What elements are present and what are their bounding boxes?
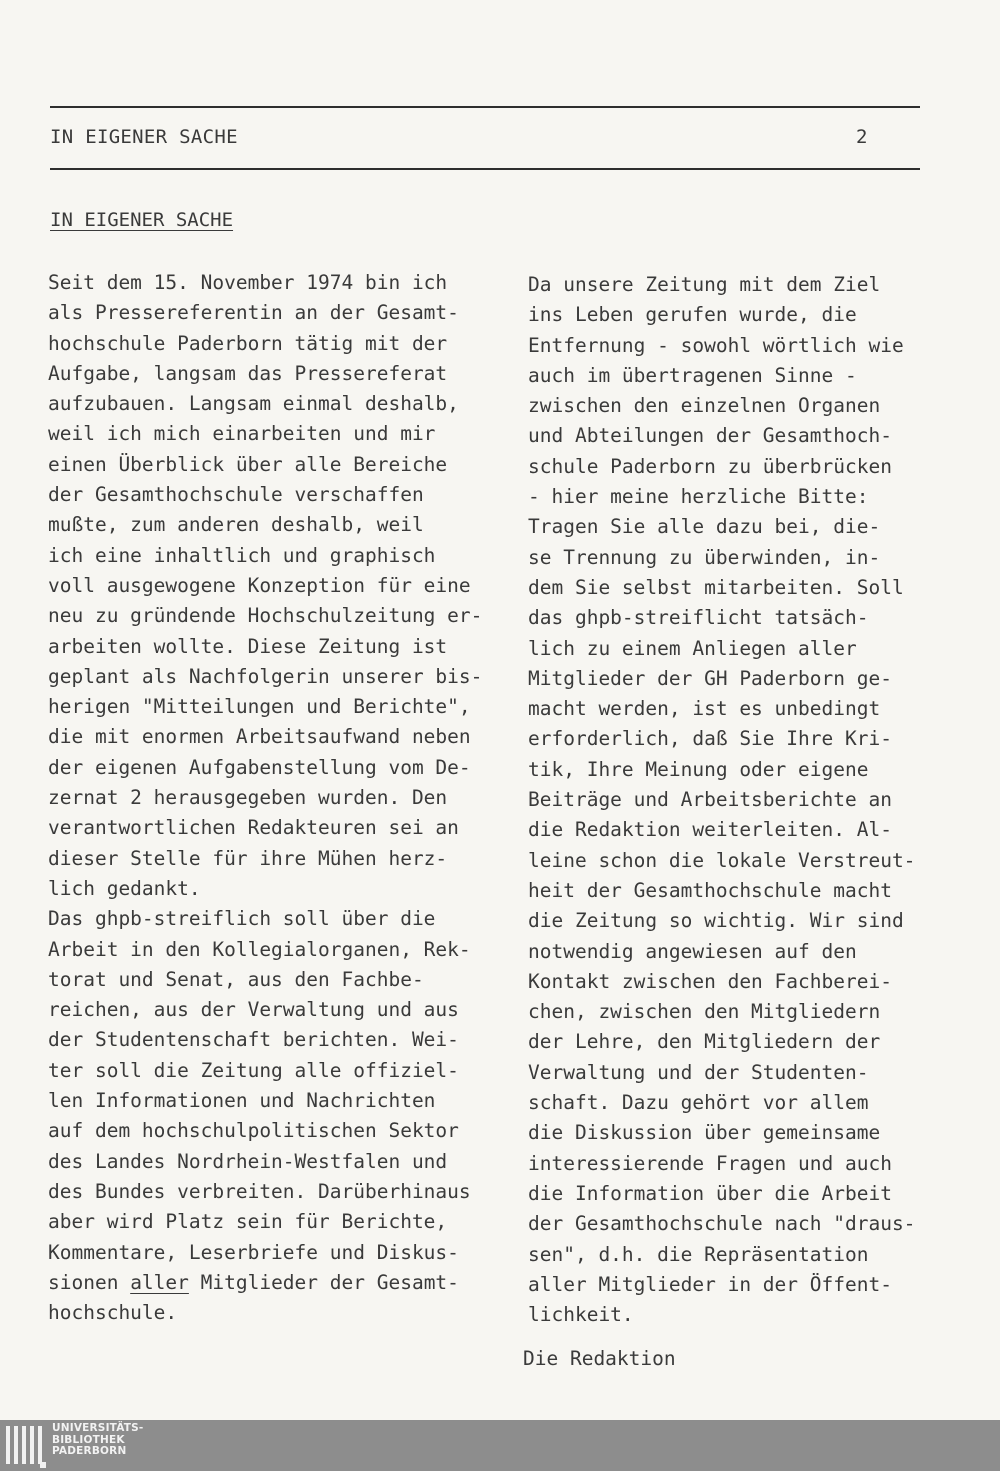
text-line: Verwaltung und der Studenten- <box>528 1060 869 1084</box>
text-line: aber wird Platz sein für Berichte, <box>48 1210 448 1234</box>
text-line: se Trennung zu überwinden, in- <box>528 545 881 569</box>
running-title: IN EIGENER SACHE <box>50 126 238 148</box>
text-line: auf dem hochschulpolitischen Sektor <box>48 1119 459 1143</box>
text-line: Seit dem 15. November 1974 bin ich <box>48 271 448 294</box>
text-line: Entfernung - sowohl wörtlich wie <box>528 333 904 357</box>
text-line: arbeiten wollte. Diese Zeitung ist <box>48 634 448 658</box>
text-line-with-underline <box>48 1268 508 1298</box>
library-logo-icon <box>6 1422 46 1468</box>
text-line: interessierende Fragen und auch <box>528 1151 892 1175</box>
logo-line: BIBLIOTHEK <box>52 1433 125 1446</box>
text-line: lich gedankt. <box>48 876 201 900</box>
text-line: schule Paderborn zu überbrücken <box>528 454 892 478</box>
text-line: herigen "Mitteilungen und Berichte", <box>48 695 471 719</box>
text-line: neu zu gründende Hochschulzeitung er- <box>48 604 483 628</box>
text-line: lichkeit. <box>528 1303 634 1327</box>
text-line: des Bundes verbreiten. Darüberhinaus <box>48 1179 471 1203</box>
text-line: len Informationen und Nachrichten <box>48 1089 436 1113</box>
text-line: als Pressereferentin an der Gesamt- <box>48 301 459 325</box>
text-line: chen, zwischen den Mitgliedern <box>528 1000 881 1024</box>
text-line: zernat 2 herausgegeben wurden. Den <box>48 786 448 810</box>
text-line: die Redaktion weiterleiten. Al- <box>528 818 892 842</box>
text-line: leine schon die lokale Verstreut- <box>528 848 916 872</box>
text-line: Da unsere Zeitung mit dem Ziel <box>528 273 881 296</box>
text-line: Kommentare, Leserbriefe und Diskus- <box>48 1240 459 1264</box>
underlined-word: aller <box>130 1270 189 1294</box>
text-line: die Diskussion über gemeinsame <box>528 1121 881 1145</box>
text-line: die Zeitung so wichtig. Wir sind <box>528 909 904 933</box>
header-rule-bottom <box>50 168 920 170</box>
text-line: sen", d.h. die Repräsentation <box>528 1242 869 1266</box>
text-line: ter soll die Zeitung alle offiziel- <box>48 1058 459 1082</box>
text-line: die mit enormen Arbeitsaufwand neben <box>48 725 471 749</box>
text-line: schaft. Dazu gehört vor allem <box>528 1091 869 1115</box>
text-line: geplant als Nachfolgerin unserer bis- <box>48 664 483 688</box>
text-line: einen Überblick über alle Bereiche <box>48 452 448 476</box>
text-line: lich zu einem Anliegen aller <box>528 636 857 660</box>
text-line: heit der Gesamthochschule macht <box>528 878 892 902</box>
text-line: tik, Ihre Meinung oder eigene <box>528 757 869 781</box>
article-heading: IN EIGENER SACHE <box>50 209 234 231</box>
text-line: Mitglieder der GH Paderborn ge- <box>528 666 892 690</box>
page-number: 2 <box>856 126 868 148</box>
text-line: Das ghpb-streiflich soll über die <box>48 907 436 931</box>
text-line: mußte, zum anderen deshalb, weil <box>48 513 424 537</box>
text-line: der Lehre, den Mitgliedern der <box>528 1030 881 1054</box>
text-line: macht werden, ist es unbedingt <box>528 697 881 721</box>
text-line: hochschule. <box>48 1301 178 1325</box>
text-line: ich eine inhaltlich und graphisch <box>48 543 436 567</box>
text-line: Tragen Sie alle dazu bei, die- <box>528 515 881 539</box>
right-column <box>528 270 948 1330</box>
logo-line: UNIVERSITÄTS- <box>52 1422 144 1434</box>
text-line: zwischen den einzelnen Organen <box>528 394 881 418</box>
text-line: verantwortlichen Redakteuren sei an <box>48 816 459 840</box>
text-line: Arbeit in den Kollegialorganen, Rek- <box>48 937 471 961</box>
text-line: Beiträge und Arbeitsberichte an <box>528 788 892 812</box>
text-line: ins Leben gerufen wurde, die <box>528 303 857 327</box>
text-line: das ghpb-streiflicht tatsäch- <box>528 606 869 630</box>
logo-line: PADERBORN <box>52 1445 127 1457</box>
library-logo-text <box>52 1423 143 1458</box>
left-column <box>48 268 508 1328</box>
text-line: der Studentenschaft berichten. Wei- <box>48 1028 459 1052</box>
text-line: aller Mitglieder in der Öffent- <box>528 1272 892 1296</box>
text-line: notwendig angewiesen auf den <box>528 939 857 963</box>
text-line: dem Sie selbst mitarbeiten. Soll <box>528 575 904 599</box>
text-line: auch im übertragenen Sinne - <box>528 363 857 387</box>
text-line: - hier meine herzliche Bitte: <box>528 485 869 509</box>
text-line: Kontakt zwischen den Fachberei- <box>528 969 892 993</box>
text-line: weil ich mich einarbeiten und mir <box>48 422 436 446</box>
text-line: des Landes Nordrhein-Westfalen und <box>48 1149 448 1173</box>
text-line: hochschule Paderborn tätig mit der <box>48 331 448 355</box>
text-line: erforderlich, daß Sie Ihre Kri- <box>528 727 892 751</box>
text-line: reichen, aus der Verwaltung und aus <box>48 998 459 1022</box>
library-footer-bar <box>0 1420 1000 1471</box>
text-line: voll ausgewogene Konzeption für eine <box>48 573 471 597</box>
text-line: der eigenen Aufgabenstellung vom De- <box>48 755 471 779</box>
text-segment: sionen <box>48 1270 131 1294</box>
text-line: der Gesamthochschule verschaffen <box>48 483 424 507</box>
text-segment: Mitglieder der Gesamt- <box>188 1270 459 1294</box>
text-line: torat und Senat, aus den Fachbe- <box>48 967 424 991</box>
text-line: dieser Stelle für ihre Mühen herz- <box>48 846 448 870</box>
text-line: Aufgabe, langsam das Pressereferat <box>48 361 448 385</box>
text-line: aufzubauen. Langsam einmal deshalb, <box>48 392 459 416</box>
signature: Die Redaktion <box>523 1347 676 1370</box>
header-rule-top <box>50 106 920 108</box>
text-line: der Gesamthochschule nach "draus- <box>528 1212 916 1236</box>
text-line: und Abteilungen der Gesamthoch- <box>528 424 892 448</box>
text-line: die Information über die Arbeit <box>528 1181 892 1205</box>
